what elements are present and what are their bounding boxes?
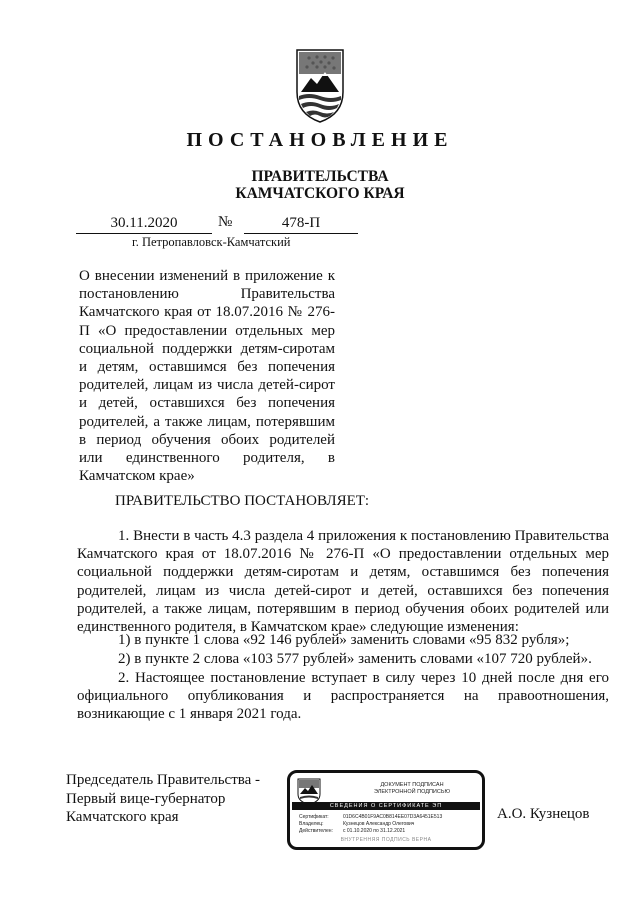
signatory-position-line: Камчатского края	[66, 809, 179, 825]
stamp-value: с 01.10.2020 по 31.12.2021	[343, 828, 406, 834]
list-item: 1) в пункте 1 слова «92 146 рублей» заменить словами «95 832 рубля»;	[118, 632, 570, 648]
document-city: г. Петропавловск-Камчатский	[132, 235, 291, 249]
signatory-position-line: Первый вице-губернатор	[66, 790, 226, 807]
stamp-title-line: ЭЛЕКТРОННОЙ ПОДПИСЬЮ	[373, 789, 451, 795]
stamp-validity-row	[299, 828, 405, 834]
number-sign: №	[218, 214, 233, 230]
signatory-name: А.О. Кузнецов	[497, 806, 590, 822]
stamp-value: Кузнецов Александр Олегович	[343, 821, 415, 827]
stamp-band: СВЕДЕНИЯ О СЕРТИФИКАТЕ ЭП	[292, 802, 480, 810]
resolution-heading: ПРАВИТЕЛЬСТВО ПОСТАНОВЛЯЕТ:	[115, 493, 370, 509]
document-title: ПОСТАНОВЛЕНИЕ	[186, 129, 454, 151]
stamp-label: Владелец:	[299, 821, 324, 827]
coat-of-arms-icon	[296, 777, 322, 805]
government-line-1: ПРАВИТЕЛЬСТВА	[251, 168, 389, 185]
stamp-value: 01D6C4B01F9AC0B814EE07D3A6451E513	[343, 814, 443, 820]
paragraph-1: 1. Внести в часть 4.3 раздела 4 приложения к постановлению Правительства Камчатского края от 18.07.2016 № 276-П «О предоставлении отдельных мер социальной поддержки детям-сиротам и детям, оставшимся без попечения родителей, лицам из числа детей-сирот и детей, оставшихся без попечения родителей, а также лицам, потерявшим в период обучения обоих родителей или единственного родителя, в Камчатском крае» следующие изменения:	[77, 528, 609, 636]
stamp-certificate-row	[299, 814, 442, 820]
stamp-footer: ВНУТРЕННЯЯ ПОДПИСЬ ВЕРНА	[340, 837, 432, 843]
document-date: 30.11.2020	[76, 214, 212, 234]
government-line-2: КАМЧАТСКОГО КРАЯ	[235, 185, 405, 202]
document-number: 478-П	[244, 214, 358, 234]
paragraph-2: 2. Настоящее постановление вступает в силу через 10 дней после дня его официального опубликования и распространяется на правоотношения, возникающие с 1 января 2021 года.	[77, 670, 609, 723]
stamp-label: Действителен:	[299, 828, 333, 834]
list-item: 2) в пункте 2 слова «103 577 рублей» заменить словами «107 720 рублей».	[118, 651, 592, 667]
stamp-title-line: ДОКУМЕНТ ПОДПИСАН	[380, 782, 444, 788]
kamchatka-coat-of-arms-icon	[293, 44, 347, 124]
stamp-owner-row	[299, 821, 414, 827]
document-subject: О внесении изменений в приложение к постановлению Правительства Камчатского края от 18.07.2016 № 276-П «О предоставлении отдельных мер социальной поддержки детям-сиротам и детям, оставшимся без попечения родителей, лицам из числа детей-сирот и детей, оставшихся без попечения родителей, а также лицам, потерявшим в период обучения обоих родителей или единственного родителя, в Камчатском крае»	[79, 268, 335, 485]
signatory-position	[66, 771, 260, 827]
signatory-position-line: Председатель Правительства -	[66, 772, 261, 788]
stamp-label: Сертификат:	[299, 814, 329, 820]
electronic-signature-stamp	[287, 770, 485, 850]
